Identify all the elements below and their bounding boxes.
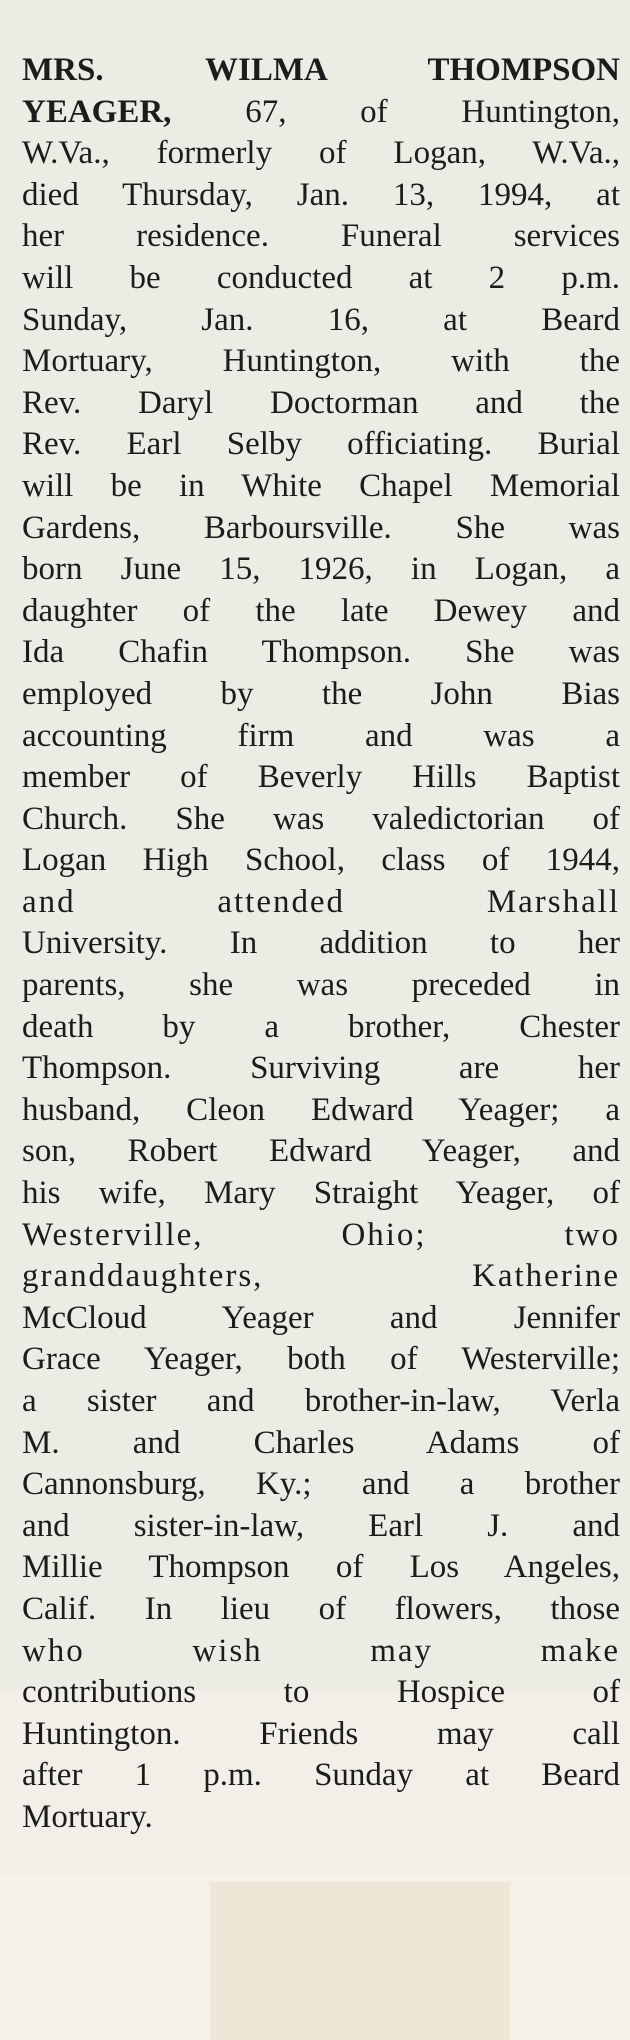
obituary-line: parents, she was preceded in <box>22 967 620 1004</box>
obituary-line: will be in White Chapel Memorial <box>22 467 620 504</box>
obituary-line: Gardens, Barboursville. She was <box>22 509 620 546</box>
obituary-line: will be conducted at 2 p.m. <box>22 259 620 296</box>
obituary-line: daughter of the late Dewey and <box>22 592 620 629</box>
obituary-name-line: MRS. WILMA THOMPSON <box>22 52 620 88</box>
obituary-line: son, Robert Edward Yeager, and <box>22 1133 620 1170</box>
obituary-line: Westerville, Ohio; two <box>22 1216 620 1253</box>
obituary-text <box>22 50 620 1839</box>
obituary-line: who wish may make <box>22 1632 620 1669</box>
obituary-line: Ida Chafin Thompson. She was <box>22 634 620 671</box>
obituary-line: Cannonsburg, Ky.; and a brother <box>22 1466 620 1503</box>
obituary-line: Mortuary. <box>22 1798 153 1835</box>
obituary-line: Mortuary, Huntington, with the <box>22 343 620 380</box>
obituary-line: McCloud Yeager and Jennifer <box>22 1299 620 1336</box>
obituary-line: Thompson. Surviving are her <box>22 1050 620 1087</box>
obituary-line: granddaughters, Katherine <box>22 1258 620 1295</box>
obituary-line-rest: 67, of Huntington, <box>245 93 621 130</box>
obituary-line: his wife, Mary Straight Yeager, of <box>22 1175 620 1212</box>
obituary-line: accounting firm and was a <box>22 717 620 754</box>
obituary-line: and sister-in-law, Earl J. and <box>22 1507 620 1544</box>
obituary-line: W.Va., formerly of Logan, W.Va., <box>22 135 620 172</box>
obituary-line: M. and Charles Adams of <box>22 1424 620 1461</box>
obituary-surname: YEAGER, <box>22 93 172 130</box>
obituary-line: University. In addition to her <box>22 925 620 962</box>
obituary-line: Calif. In lieu of flowers, those <box>22 1590 620 1627</box>
obituary-line: Grace Yeager, both of Westerville; <box>22 1341 620 1378</box>
obituary-line: member of Beverly Hills Baptist <box>22 759 620 796</box>
obituary-line: Church. She was valedictorian of <box>22 800 620 837</box>
obituary-line: Huntington. Friends may call <box>22 1715 620 1752</box>
obituary-line: after 1 p.m. Sunday at Beard <box>22 1757 620 1794</box>
obituary-line <box>22 92 620 134</box>
tape-strip <box>210 1882 510 2040</box>
obituary-line: her residence. Funeral services <box>22 218 620 255</box>
obituary-line: Logan High School, class of 1944, <box>22 842 620 879</box>
obituary-line: and attended Marshall <box>22 883 620 920</box>
obituary-line: born June 15, 1926, in Logan, a <box>22 551 620 588</box>
obituary-line: Rev. Earl Selby officiating. Burial <box>22 426 620 463</box>
obituary-line: Millie Thompson of Los Angeles, <box>22 1549 620 1586</box>
obituary-line: contributions to Hospice of <box>22 1674 620 1711</box>
obituary-line: a sister and brother-in-law, Verla <box>22 1383 620 1419</box>
obituary-line: death by a brother, Chester <box>22 1008 620 1045</box>
obituary-line: Sunday, Jan. 16, at Beard <box>22 301 620 338</box>
obituary-line: husband, Cleon Edward Yeager; a <box>22 1091 620 1128</box>
obituary-line: employed by the John Bias <box>22 675 620 712</box>
obituary-line: died Thursday, Jan. 13, 1994, at <box>22 176 620 213</box>
obituary-line: Rev. Daryl Doctorman and the <box>22 384 620 421</box>
